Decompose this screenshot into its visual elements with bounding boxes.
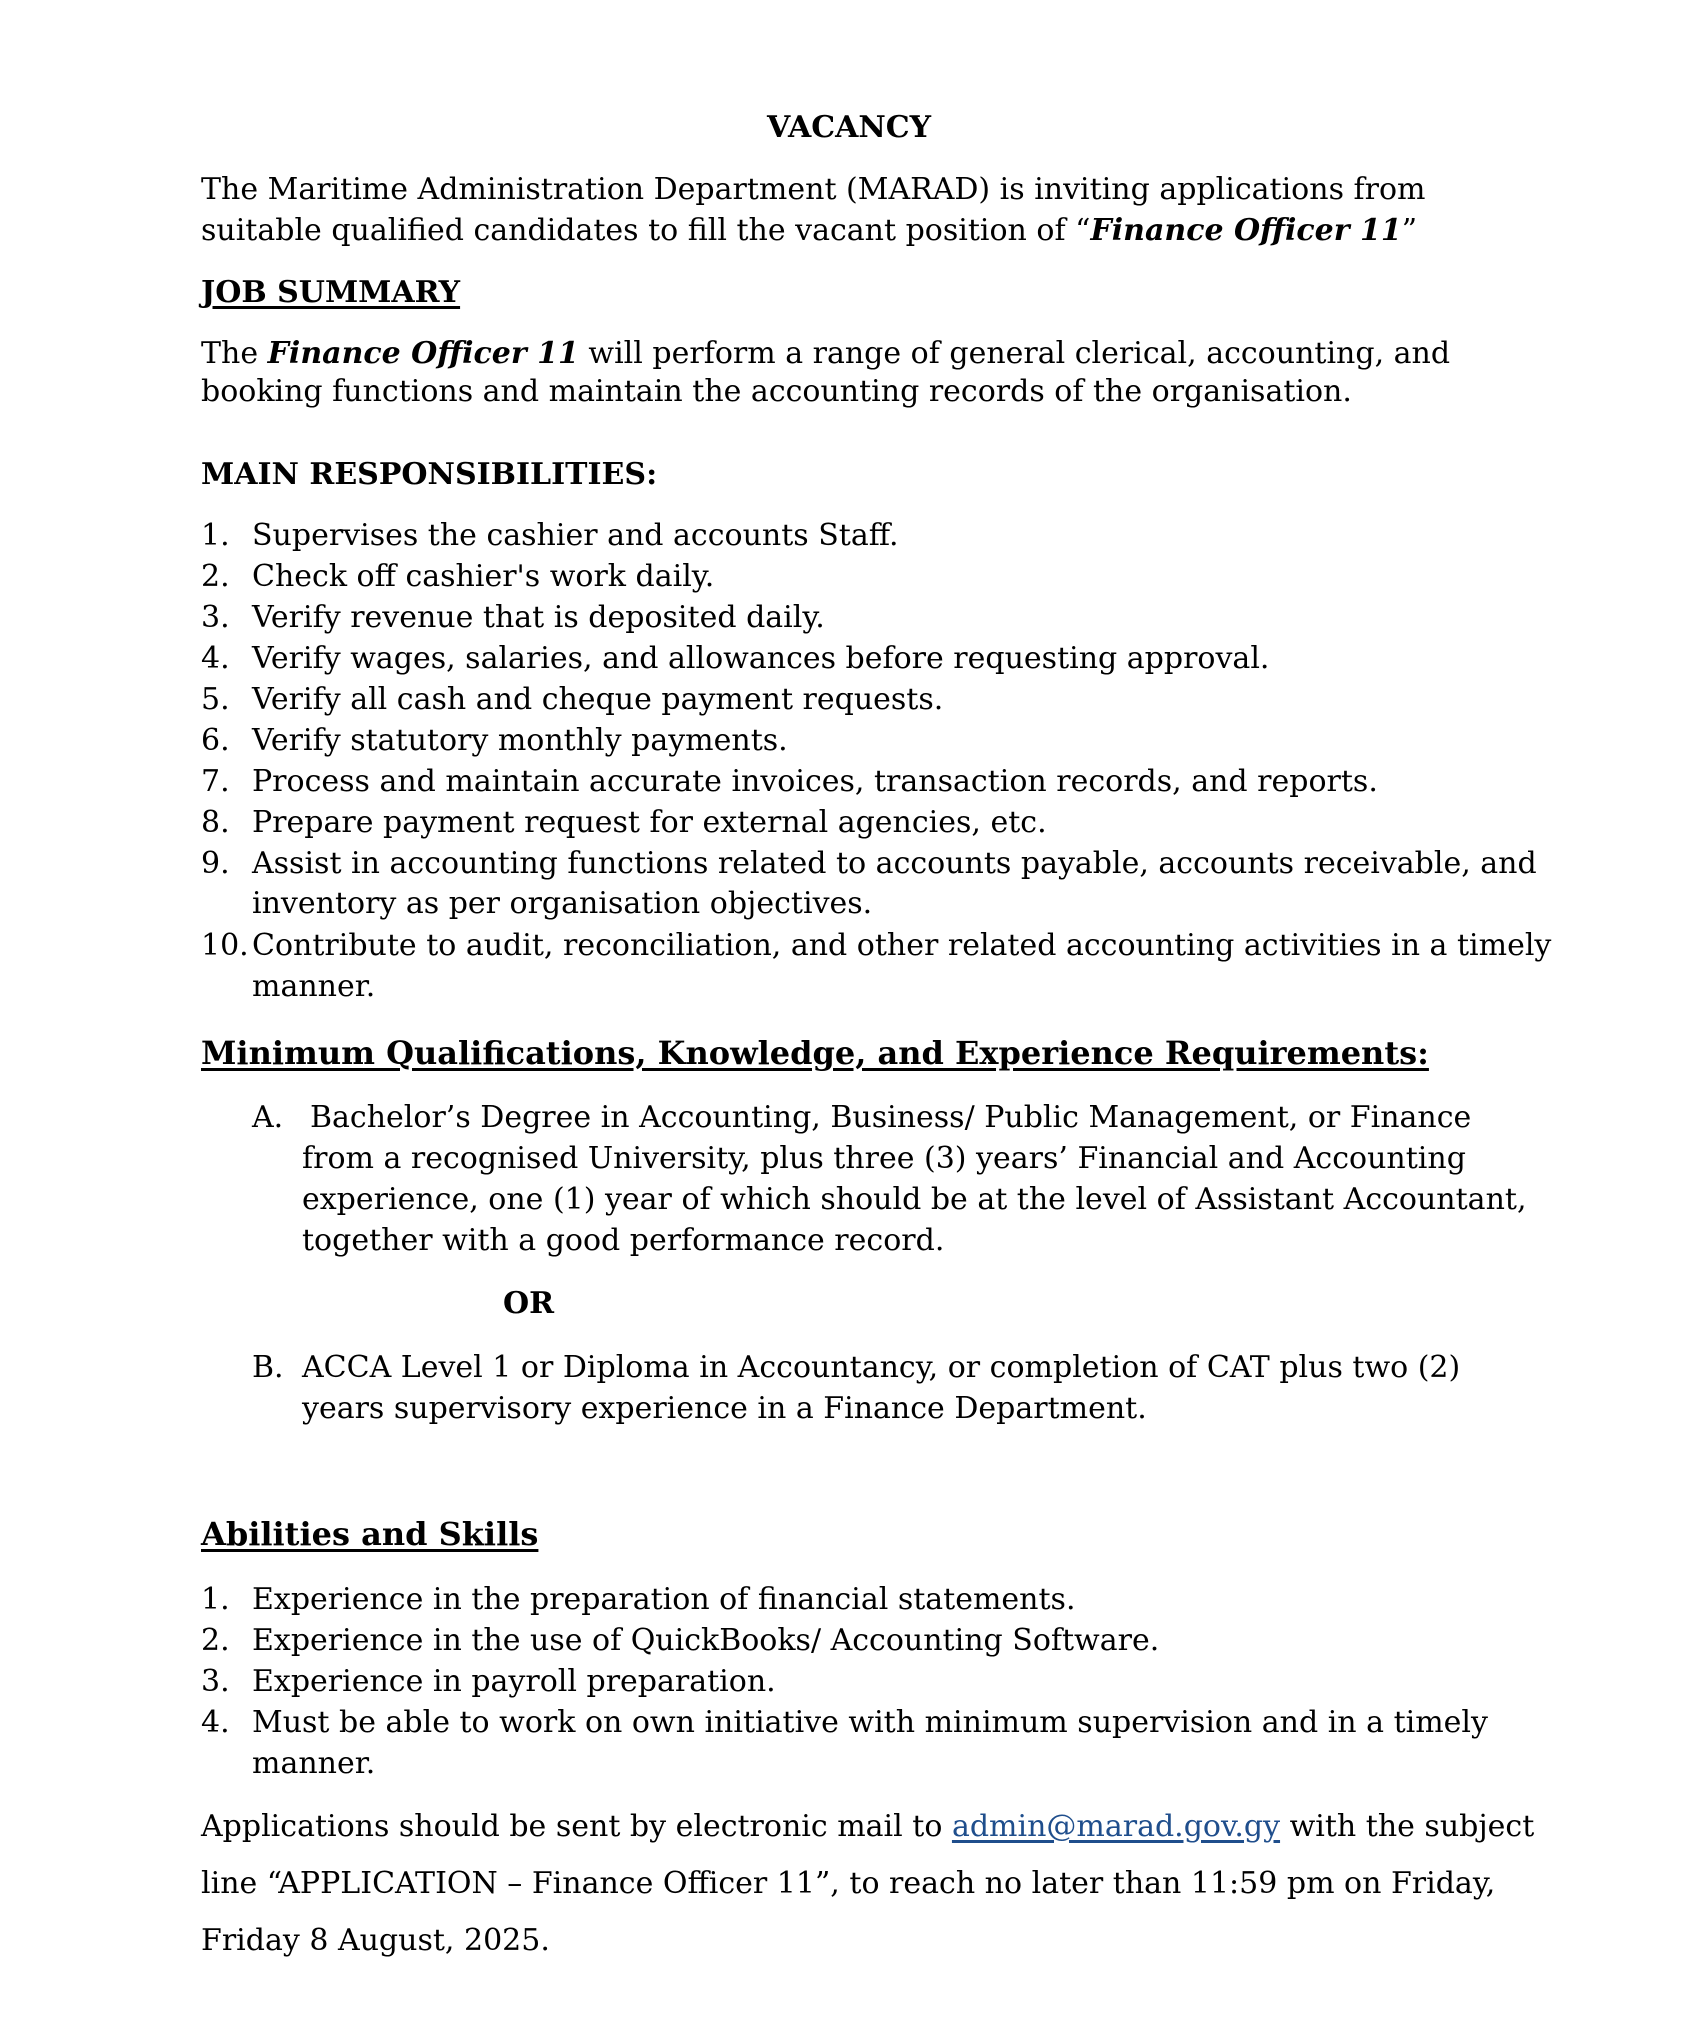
intro-position-name: Finance Officer 11: [1090, 213, 1402, 248]
intro-line-2-suffix: ”: [1401, 213, 1418, 248]
option-b-label: B.: [252, 1350, 284, 1385]
intro-line-1: The Maritime Administration Department (MARAD) is inviting applications from: [201, 172, 1426, 207]
application-suffix: with the subject: [1280, 1809, 1535, 1844]
intro-line-2-prefix: suitable qualified candidates to fill the vacant position of “: [201, 213, 1091, 248]
list-item-number: 4.: [201, 1705, 230, 1740]
list-item: Contribute to audit, reconciliation, and other related accounting activities in a timely: [252, 928, 1552, 963]
list-item-continuation: manner.: [252, 1746, 376, 1781]
option-a-label: A.: [252, 1100, 284, 1135]
job-summary-prefix: The: [201, 336, 268, 371]
list-item-number: 7.: [201, 764, 230, 799]
list-item: Verify all cash and cheque payment requests.: [252, 682, 944, 717]
list-item-continuation: manner.: [252, 969, 376, 1004]
option-b-line-2: years supervisory experience in a Finance Department.: [302, 1391, 1147, 1426]
option-b-line-1: ACCA Level 1 or Diploma in Accountancy, or completion of CAT plus two (2): [302, 1350, 1461, 1385]
list-item-continuation: inventory as per organisation objectives.: [252, 886, 873, 921]
option-a-line-2: from a recognised University, plus three (3) years’ Financial and Accounting: [302, 1141, 1466, 1176]
list-item: Experience in the preparation of financial statements.: [252, 1582, 1076, 1617]
list-item-number: 10.: [201, 928, 249, 963]
list-item: Assist in accounting functions related to accounts payable, accounts receivable, and: [252, 846, 1537, 881]
job-summary-line-1: [201, 334, 1450, 374]
job-summary-line-2: booking functions and maintain the accounting records of the organisation.: [201, 374, 1352, 409]
list-item: Check off cashier's work daily.: [252, 559, 715, 594]
list-item-number: 6.: [201, 723, 230, 758]
email-link[interactable]: admin@marad.gov.gy: [951, 1809, 1281, 1844]
job-summary-suffix: will perform a range of general clerical, accounting, and: [578, 336, 1451, 371]
application-prefix: Applications should be sent by electronic mail to: [201, 1809, 952, 1844]
list-item-number: 2.: [201, 559, 230, 594]
or-separator: OR: [503, 1286, 555, 1321]
list-item: Supervises the cashier and accounts Staff.: [252, 518, 899, 553]
list-item-number: 3.: [201, 1664, 230, 1699]
list-item-number: 8.: [201, 805, 230, 840]
abilities-heading: Abilities and Skills: [201, 1515, 539, 1553]
intro-line-2: [201, 211, 1417, 251]
list-item: Verify wages, salaries, and allowances before requesting approval.: [252, 641, 1270, 676]
list-item-number: 1.: [201, 1582, 230, 1617]
list-item: Verify statutory monthly payments.: [252, 723, 788, 758]
list-item-number: 4.: [201, 641, 230, 676]
job-summary-heading: JOB SUMMARY: [201, 275, 461, 310]
list-item: Experience in payroll preparation.: [252, 1664, 776, 1699]
option-a-line-1: Bachelor’s Degree in Accounting, Business/ Public Management, or Finance: [310, 1100, 1472, 1135]
list-item: Process and maintain accurate invoices, transaction records, and reports.: [252, 764, 1378, 799]
list-item-number: 2.: [201, 1623, 230, 1658]
list-item: Verify revenue that is deposited daily.: [252, 600, 825, 635]
responsibilities-heading: MAIN RESPONSIBILITIES:: [201, 457, 658, 492]
list-item: Experience in the use of QuickBooks/ Accounting Software.: [252, 1623, 1160, 1658]
application-line-2: line “APPLICATION – Finance Officer 11”, to reach no later than 11:59 pm on Friday,: [201, 1866, 1496, 1901]
list-item-number: 5.: [201, 682, 230, 717]
list-item: Must be able to work on own initiative with minimum supervision and in a timely: [252, 1705, 1488, 1740]
qualifications-heading: Minimum Qualifications, Knowledge, and Experience Requirements:: [201, 1034, 1429, 1072]
application-line-1: [201, 1807, 1534, 1847]
list-item: Prepare payment request for external agencies, etc.: [252, 805, 1047, 840]
option-a-line-3: experience, one (1) year of which should be at the level of Assistant Accountant,: [302, 1182, 1527, 1217]
document-title: VACANCY: [767, 110, 932, 145]
list-item-number: 3.: [201, 600, 230, 635]
application-line-3: Friday 8 August, 2025.: [201, 1923, 550, 1958]
list-item-number: 1.: [201, 518, 230, 553]
option-a-line-4: together with a good performance record.: [302, 1223, 945, 1258]
list-item-number: 9.: [201, 846, 230, 881]
job-summary-position-name: Finance Officer 11: [267, 336, 579, 371]
